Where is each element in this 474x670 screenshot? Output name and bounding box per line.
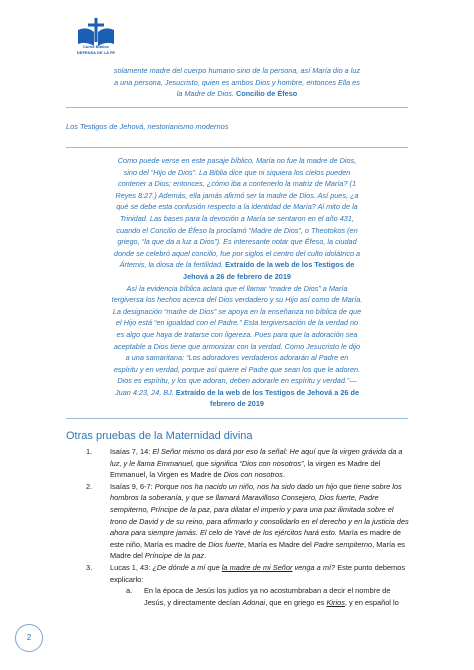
- quote-line: Juan 4:23, 24, BJ.: [114, 387, 176, 397]
- quote-line: espíritu y en verdad, porque así quiere el Padre que sean los que le adoren.: [113, 364, 361, 374]
- quote-line: Dios es espíritu, y los que adoran, deben adorarle en espíritu y verdad.”—: [117, 376, 357, 386]
- quote-line: griego, “la que da a luz a Dios”). Es interesante notar que Éfeso, la ciudad: [117, 237, 357, 247]
- quote-line: La designación “madre de Dios” se apoya en la enseñanza no bíblica de que: [112, 306, 362, 316]
- section-heading: Otras pruebas de la Maternidad divina: [66, 430, 253, 442]
- commentary: Emmanuel, la Virgen es Madre de: [110, 470, 224, 480]
- verse-text: hombros la soberanía, y que se llamará Maravilloso Consejero, Dios fuerte, Padre: [110, 493, 379, 503]
- quote-line: Así la evidencia bíblica aclara que el llamar “madre de Dios” a María: [126, 283, 348, 293]
- commentary: , María es Madre del: [243, 539, 314, 549]
- list-item: [66, 481, 411, 562]
- quote-source: Extraído de la web de los Testigos de: [225, 260, 355, 270]
- quote-line: Trinidad. Las bases para la devoción a María se sentaron en el año 431,: [120, 213, 354, 223]
- term: Kirios: [326, 597, 345, 607]
- commentary: María es: [336, 528, 368, 538]
- verse-ref: Isaías 7, 14:: [110, 447, 153, 456]
- verse-text: ¿De dónde a mí que: [152, 562, 222, 572]
- quote-line: solamente madre del cuerpo humano sino de la persona, así María dio a luz: [113, 66, 361, 75]
- quote-line: a una samaritana: “Los adoradores verdaderos adorarán al Padre en: [125, 353, 349, 363]
- section-intro: Los Testigos de Jehová, nestorianismo modernos: [66, 122, 229, 131]
- punctuation: .: [282, 470, 285, 480]
- commentary: , y en español lo: [344, 597, 399, 607]
- commentary-emphasis: Príncipe de la paz: [144, 551, 205, 561]
- quote-line: contener a Dios; entonces, ¿cómo iba a contenerlo la matriz de María? (1: [117, 179, 357, 189]
- quote-line: es algo que haya de tratarse con ligereza. Pues para que la adoración sea: [116, 329, 358, 339]
- verse-text: sempiterno, Príncipe de la paz, para dilatar el imperio y para una paz ilimitada sobre el: [110, 504, 394, 514]
- verse-ref: Lucas 1, 43:: [110, 562, 153, 572]
- council-quote: [66, 65, 408, 100]
- quote-line: cuando el Concilio de Éfeso la proclamó “Madre de Dios”, o Theotokos (en: [116, 225, 358, 235]
- quote-line: Reyes 8:27.) Además, ella jamás afirmó ser la madre de Dios. Así pues, ¿a: [115, 190, 359, 200]
- commentary: , María es Madre del: [110, 539, 405, 561]
- commentary: madre de este niño, María es madre de: [110, 528, 402, 549]
- divider: [66, 147, 408, 148]
- commentary-emphasis: Dios fuerte: [208, 539, 244, 549]
- item-letter: a.: [126, 586, 133, 596]
- verse-text: El Señor mismo os dará por eso la señal: He aquí que la virgen grávida da a: [152, 447, 403, 456]
- quote-source: Concilio de Éfeso: [235, 89, 298, 99]
- verse-text: des ahora para siempre jamás. El celo de Yavé de los ejércitos hará esto.: [110, 516, 409, 538]
- quote-line: Como puede verse en este pasaje bíblico, María no fue la madre de Dios,: [117, 156, 357, 165]
- quote-source: Extraído de la web de los Testigos de Jehová a 26 de: [175, 387, 360, 397]
- commentary-emphasis: sempiterno: [335, 539, 373, 549]
- logo-line2: DEFENSA DE LA FE: [76, 50, 116, 55]
- item-number: 3.: [86, 562, 93, 572]
- witnesses-quote: [66, 155, 408, 410]
- term: Adonai: [242, 597, 266, 607]
- commentary: En la época de Jesús los judíos ya no acostumbraban a decir el nombre de: [144, 586, 391, 596]
- page-number: 2: [15, 624, 43, 652]
- quote-line: qué se debe esta confusión respecto a la identidad de María? Al mito de la: [116, 202, 358, 212]
- commentary: debemos explicarlo:: [110, 562, 406, 584]
- verse-text: Porque nos ha nacido un niño, nos ha sido dado un hijo que tiene sobre los: [154, 481, 402, 491]
- divider: [66, 418, 408, 419]
- verse-text: venga a mí?: [292, 562, 336, 572]
- list-item: [66, 446, 411, 481]
- item-number: 2.: [86, 481, 93, 491]
- quote-source: febrero de 2019: [210, 399, 264, 409]
- list-item: [66, 562, 411, 585]
- verse-emphasis: la madre de mi Señor: [221, 562, 293, 572]
- quote-line: Ártemis, la diosa de la fertilidad.: [119, 260, 226, 270]
- evidence-list: [66, 446, 411, 608]
- divider: [66, 107, 408, 108]
- quote-line: a una persona, Jesucristo, quien es ambos Dios y hombre, entonces Ella es: [114, 77, 360, 87]
- quote-line: aceptable a Dios tiene que armonizar con la verdad. Como Jesucristo le dijo: [113, 341, 361, 351]
- sub-list-item: [66, 585, 411, 608]
- commentary: Este punto: [335, 562, 373, 572]
- commentary-emphasis: Padre: [313, 539, 334, 549]
- quote-line: el Hijo está “en igualdad con el Padre.” Esta tergiversación de la verdad no: [115, 318, 359, 328]
- commentary-emphasis: Dios con nosotros: [223, 470, 283, 480]
- punctuation: .: [204, 551, 207, 561]
- commentary: , que en griego es: [265, 597, 327, 607]
- quote-line: sino del “Hijo de Dios”. La Biblia dice que ni siquiera los cielos pueden: [123, 167, 351, 177]
- quote-source: Jehová a 26 de febrero de 2019: [183, 271, 291, 281]
- quote-line: tergiversa los hechos acerca del Dios verdadero y su Hijo así como de María.: [111, 295, 363, 305]
- verse-text: luz, y le llama Emmanuel, que significa “Dios con nosotros”: [110, 458, 304, 468]
- logo-line1: Curso Bíblico: [82, 44, 109, 49]
- quote-line: donde se celebró aquel concilio, fue por siglos el centro del culto idolátrico a: [113, 248, 361, 258]
- commentary: Jesús, y directamente decían: [144, 597, 243, 607]
- verse-text: trono de David y de su reino, para afirmarlo y consolidarlo en el derecho y en la justicia: [110, 516, 395, 526]
- quote-line: la Madre de Dios.: [176, 89, 236, 99]
- commentary: , la virgen es Madre del: [303, 458, 381, 468]
- item-number: 1.: [86, 447, 93, 456]
- verse-ref: Isaías 9, 6-7:: [110, 481, 155, 491]
